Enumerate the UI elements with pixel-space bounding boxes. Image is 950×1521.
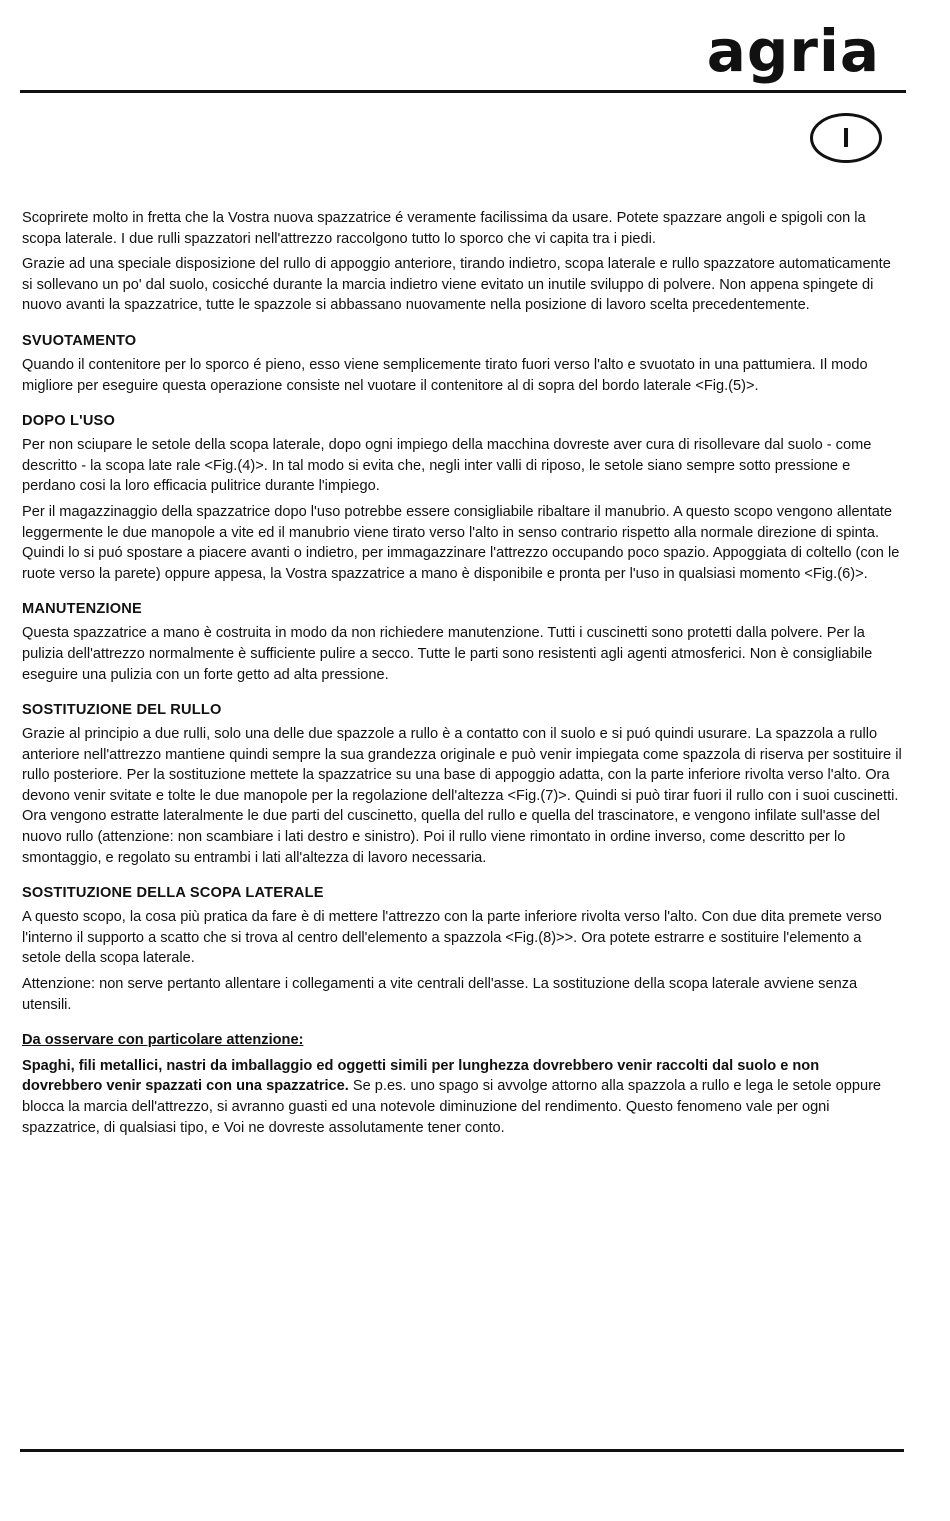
section-heading: SOSTITUZIONE DELLA SCOPA LATERALE <box>22 885 324 902</box>
section-sostituzione-scopa <box>22 883 902 1015</box>
language-badge: I <box>810 113 882 163</box>
section-paragraph: Quando il contenitore per lo sporco é pieno, esso viene semplicemente tirato fuori verso l'alto e svuotato in una pattumiera. Il modo migliore per eseguire questa operazione consiste nel vuotare il contenitore al di sopra del bordo laterale <Fig.(5)>. <box>22 356 868 394</box>
section-heading: DOPO L'USO <box>22 413 116 430</box>
warning-bold-text: Spaghi, fili metallici, nastri da imballaggio ed oggetti simili per lunghezza dovrebbero venir raccolti dal suolo e non dovrebbero venir spazzati con una spazzatrice. <box>22 1057 820 1095</box>
section-manutenzione <box>22 599 902 685</box>
warning-heading: Da osservare con particolare attenzione: <box>22 1032 304 1049</box>
section-paragraph: A questo scopo, la cosa più pratica da fare è di mettere l'attrezzo con la parte inferiore rivolta verso l'alto. Con due dita premete verso l'interno il supporto a scatto che si trova al centro dell'elemento a spazzola <Fig.(8)>>. Ora potete estrarre e sostituire l'elemento a setole della scopa laterale. <box>22 909 882 967</box>
section-heading: SVUOTAMENTO <box>22 332 137 349</box>
section-paragraph: Attenzione: non serve pertanto allentare i collegamenti a vite centrali dell'asse. La sostituzione della scopa laterale avviene senza utensili. <box>22 976 858 1013</box>
intro-paragraph-1: Scoprirete molto in fretta che la Vostra nuova spazzatrice é veramente facilissima da usare. Potete spazzare angoli e spigoli con la scopa laterale. I due rulli spazzatori nell'attrezzo raccolgono tutto lo sporco che vi capita tra i piedi. <box>22 210 866 247</box>
header-divider <box>20 90 906 93</box>
section-paragraph: Grazie al principio a due rulli, solo una delle due spazzole a rullo è a contatto con il suolo e si puó quindi usurare. La spazzola a rullo anteriore nell'attrezzo mantiene quindi sempre la sua grandezza originale e può venir impiegata come spazzola di riserva per sostituire il rullo posteriore. Per la sostituzione mettete la spazzatrice su una base di appoggio adatta, con la parte inferiore rivolta verso l'alto. Ora devono venir svitate e tolte le due manopole per la regolazione dell'altezza <Fig.(7)>. Quindi si può tirar fuori il rullo con i suoi cuscinetti. Ora vengono estratte lateralmente le due parti del cuscinetto, quella del rullo e quella del trascinatore, e vengono infilate sull'asse del nuovo rullo (attenzione: non scambiare i lati destro e sinistro). Poi il rullo viene rimontato in ordine inverso, come descritto per lo smontaggio, e regolato su entrambi i lati all'altezza di lavoro necessaria. <box>22 726 902 866</box>
section-svuotamento <box>22 331 902 396</box>
section-paragraph: Per non sciupare le setole della scopa laterale, dopo ogni impiego della macchina dovreste aver cura di risollevare dal suolo - come descritto - la scopa late rale <Fig.(4)>. In tal modo si evita che, negli inter valli di riposo, le setole siano sempre sotto pressione e perdano cosi la loro efficacia pulitrice durante l'impiego. <box>22 437 872 495</box>
agria-logo: agria <box>706 17 880 85</box>
section-paragraph: Questa spazzatrice a mano è costruita in modo da non richiedere manutenzione. Tutti i cuscinetti sono protetti dalla polvere. Per la pulizia dell'attrezzo normalmente è sufficiente pulire a secco. Tutte le parti sono resistenti agli agenti atmosferici. Non è consigliabile eseguire una pulizia con un forte getto ad alta pressione. <box>22 625 873 683</box>
manual-content <box>22 208 902 1143</box>
warning-paragraph <box>22 1056 902 1138</box>
section-paragraph: Per il magazzinaggio della spazzatrice dopo l'uso potrebbe essere consigliabile ribaltare il manubrio. A questo scopo vengono allentate leggermente le due manopole a vite ed il manubrio viene tirato verso l'alto in senso contrario rispetto alla normale direzione di spinta. Quindi lo si puó spostare a piacere avanti o indietro, per immagazzinare l'attrezzo occupando poco spazio. Appoggiata di coltello (con le ruote verso la parete) oppure appesa, la Vostra spazzatrice a mano è disponibile e pronta per l'uso in qualsiasi momento <Fig.(6)>. <box>22 503 900 582</box>
section-heading: MANUTENZIONE <box>22 601 142 618</box>
section-sostituzione-rullo <box>22 700 902 868</box>
section-heading: SOSTITUZIONE DEL RULLO <box>22 702 222 719</box>
intro-paragraph-2: Grazie ad una speciale disposizione del rullo di appoggio anteriore, tirando indietro, scopa laterale e rullo spazzatore automaticamente si sollevano un po' dal suolo, cosicché durante la marcia indietro viene evitato un inutile sviluppo di polvere. Non appena spingete di nuovo avanti la spazzatrice, tutte le spazzole si abbassano nuovamente nella posizione di lavoro scelta precedentemente. <box>22 256 891 314</box>
warning-text: Se p.es. uno spago si avvolge attorno alla spazzola a rullo e lega le setole oppure blocca la marcia dell'attrezzo, si avranno guasti ed una notevole diminuzione del rendimento. Questo fenomeno vale per ogni spazzatrice, di qualsiasi tipo, e Voi ne dovreste assolutamente tener conto. <box>22 1078 882 1136</box>
footer-divider <box>20 1449 904 1452</box>
section-dopo-uso <box>22 411 902 584</box>
section-attenzione <box>22 1030 902 1138</box>
